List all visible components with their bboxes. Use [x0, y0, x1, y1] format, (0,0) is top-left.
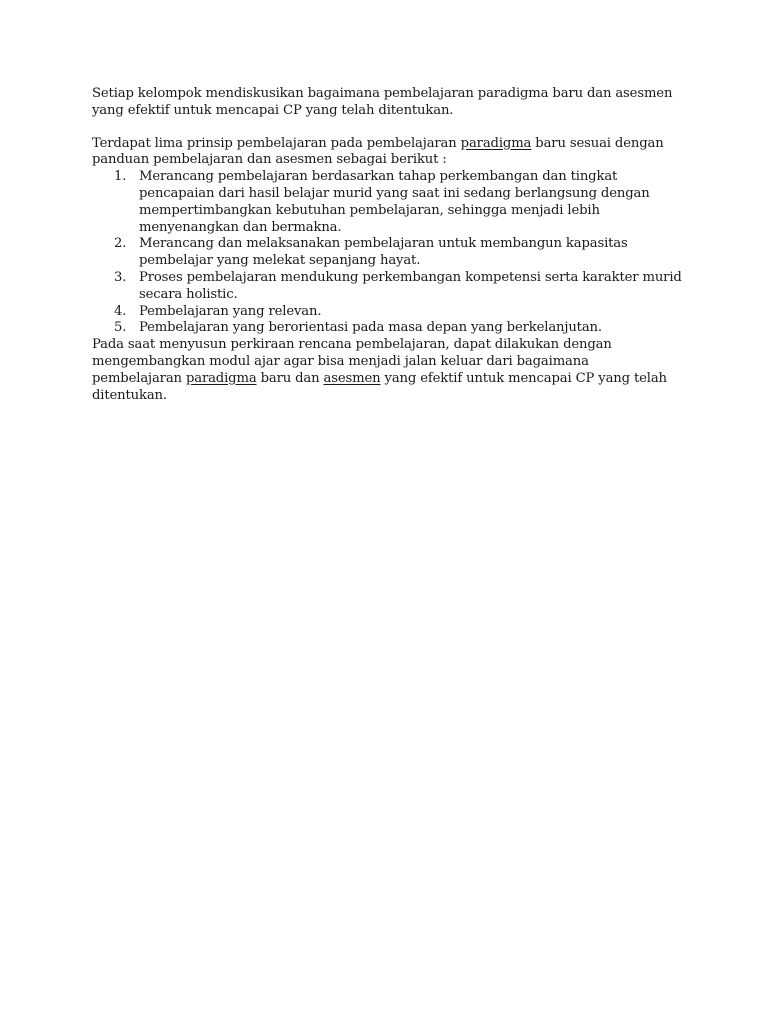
- list-item-number: 5.: [114, 320, 127, 336]
- list-item-number: 4.: [114, 303, 127, 319]
- closing-text: yang efektif untuk mencapai CP yang telah ditentukan.: [92, 370, 667, 403]
- list-item: [92, 236, 682, 270]
- list-item-text: Pembelajaran yang relevan.: [139, 303, 322, 319]
- list-item-number: 3.: [114, 269, 127, 285]
- principles-intro-paragraph: [92, 136, 682, 170]
- principles-intro-text: Terdapat lima prinsip pembelajaran pada pembelajaran: [92, 135, 461, 151]
- underlined-word-paradigma: paradigma: [460, 135, 532, 151]
- intro-paragraph: Setiap kelompok mendiskusikan bagaimana pembelajaran paradigma baru dan asesmen yang efektif untuk mencapai CP yang telah ditentukan.: [92, 86, 673, 118]
- underlined-word-paradigma: paradigma: [185, 370, 257, 386]
- closing-text: baru dan: [256, 370, 324, 386]
- list-item: [92, 169, 682, 236]
- list-item: [92, 320, 682, 337]
- closing-text: Pada saat menyusun perkiraan rencana pembelajaran, dapat dilakukan dengan mengembangkan modul ajar agar bisa menjadi jalan keluar dari bagaimana pembelajaran: [92, 337, 612, 386]
- list-item-text: Merancang pembelajaran berdasarkan tahap perkembangan dan tingkat pencapaian dari hasil belajar murid yang saat ini sedang berlangsung dengan mempertimbangkan kebutuhan pembelajaran, sehingga menjadi lebih menyenangkan dan bermakna.: [139, 169, 650, 235]
- list-item: [92, 270, 682, 304]
- underlined-word-asesmen: asesmen: [323, 370, 381, 386]
- list-item-text: Proses pembelajaran mendukung perkembangan kompetensi serta karakter murid secara holistic.: [139, 269, 682, 302]
- list-item-number: 2.: [114, 236, 127, 252]
- list-item-text: Merancang dan melaksanakan pembelajaran untuk membangun kapasitas pembelajar yang melekat sepanjang hayat.: [139, 236, 628, 269]
- document-page: [92, 86, 682, 404]
- list-item: [92, 304, 682, 321]
- principles-list: [92, 169, 682, 337]
- principles-intro-text-end: baru sesuai dengan panduan pembelajaran dan asesmen sebagai berikut :: [92, 135, 664, 168]
- list-item-text: Pembelajaran yang berorientasi pada masa depan yang berkelanjutan.: [139, 320, 602, 336]
- list-item-number: 1.: [114, 169, 127, 185]
- closing-paragraph: [92, 337, 682, 404]
